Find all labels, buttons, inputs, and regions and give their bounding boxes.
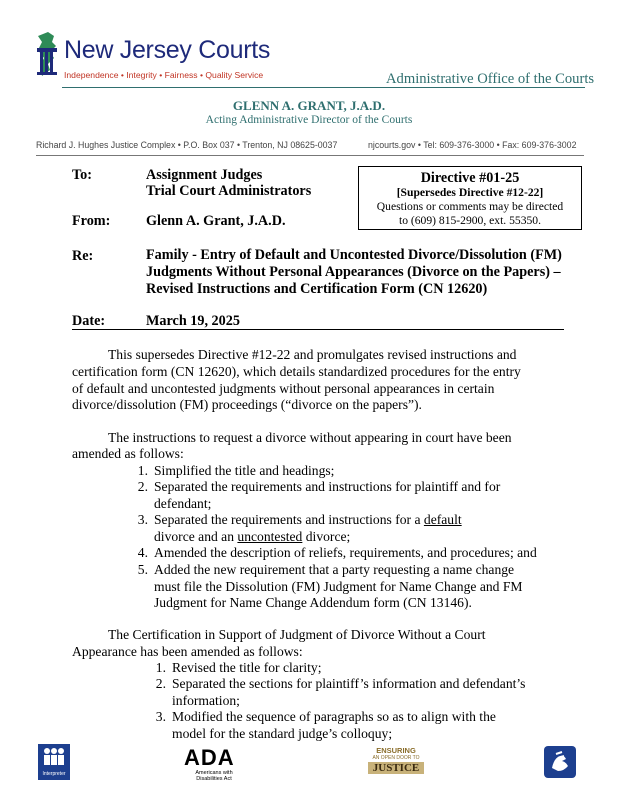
instruction-2-line-2: defendant; [154, 495, 212, 511]
re-label: Re: [72, 248, 94, 264]
list-number: 1. [155, 660, 166, 675]
list-item [150, 660, 560, 677]
ada-caption: Americans with Disabilities Act [195, 770, 233, 782]
instructions-intro-1: The instructions to request a divorce without appearing in court have been [108, 430, 512, 445]
re-line-2: Judgments Without Personal Appearances (Divorce on the Papers) – [146, 264, 561, 280]
cert-item-1: Revised the title for clarity; [172, 660, 322, 675]
list-item [132, 463, 552, 480]
list-item [150, 676, 560, 710]
address: Richard J. Hughes Justice Complex • P.O. Box 037 • Trenton, NJ 08625-0037 [36, 140, 338, 150]
sign-language-icon [544, 746, 576, 778]
instruction-2-line-1: Separated the requirements and instructions for plaintiff and for [154, 479, 501, 494]
cert-item-2-line-1: Separated the sections for plaintiff’s information and defendant’s [172, 676, 526, 691]
cert-item-3-line-1: Modified the sequence of paragraphs so as to align with the [172, 709, 496, 724]
instruction-5-line-1: Added the new requirement that a party requesting a name change [154, 562, 515, 577]
list-item [150, 709, 560, 743]
list-number: 2. [137, 479, 148, 494]
directive-box [358, 166, 582, 230]
re-line-1: Family - Entry of Default and Uncontested Divorce/Dissolution (FM) [146, 247, 562, 263]
list-number: 3. [155, 709, 166, 724]
interpreter-icon [38, 744, 70, 780]
instruction-1: Simplified the title and headings; [154, 463, 335, 478]
instruction-3-line-2: divorce and an uncontested divorce; [154, 528, 351, 544]
to-recipient-1: Assignment Judges [146, 167, 263, 183]
from-label: From: [72, 213, 111, 229]
list-item [132, 562, 552, 613]
list-number: 5. [137, 562, 148, 577]
contact-info: njcourts.gov • Tel: 609-376-3000 • Fax: 609-376-3002 [368, 140, 577, 150]
intro-line-4: divorce/dissolution (FM) proceedings (“divorce on the papers”). [72, 397, 422, 412]
list-number: 4. [137, 545, 148, 560]
list-number: 3. [137, 512, 148, 527]
date-rule [72, 329, 564, 330]
date-value: March 19, 2025 [146, 313, 240, 329]
header-rule [62, 87, 585, 88]
people-icon [38, 744, 70, 770]
uncontested-term: uncontested [237, 528, 303, 544]
list-number: 2. [155, 676, 166, 691]
from-value: Glenn A. Grant, J.A.D. [146, 213, 286, 229]
list-item [132, 545, 572, 562]
directive-comments-2: to (609) 815-2900, ext. 55350. [398, 214, 541, 227]
ada-logo: ADA [184, 745, 235, 770]
date-label: Date: [72, 313, 106, 329]
cert-intro-1: The Certification in Support of Judgment of Divorce Without a Court [108, 627, 486, 642]
office-name: Administrative Office of the Courts [386, 71, 595, 87]
to-recipient-2: Trial Court Administrators [146, 183, 312, 199]
directive-number: Directive #01-25 [420, 170, 520, 186]
cert-item-3-line-2: model for the standard judge’s colloquy; [172, 725, 393, 741]
org-tagline: Independence • Integrity • Fairness • Quality Service [64, 70, 264, 80]
intro-line-3: of default and uncontested judgments without personal appearances in certain [72, 381, 495, 396]
instructions-intro-2: amended as follows: [72, 446, 184, 461]
re-line-3: Revised Instructions and Certification Form (CN 12620) [146, 281, 488, 297]
address-rule [36, 155, 584, 156]
instruction-5-line-2: must file the Dissolution (FM) Judgment for Name Change and FM [154, 578, 523, 594]
open-door-logo: ENSURING AN OPEN DOOR TO JUSTICE [366, 746, 426, 774]
list-item [132, 479, 552, 513]
org-name: New Jersey Courts [64, 36, 271, 64]
to-label: To: [72, 167, 92, 183]
list-item [132, 512, 552, 546]
default-term: default [423, 512, 462, 527]
instruction-4: Amended the description of reliefs, requirements, and procedures; and [154, 545, 537, 560]
instruction-3-line-1: Separated the requirements and instructions for a default [154, 512, 462, 527]
directive-comments-1: Questions or comments may be directed [376, 200, 564, 213]
director-title: Acting Administrative Director of the Courts [205, 114, 413, 126]
cert-intro-2: Appearance has been amended as follows: [72, 644, 303, 659]
intro-line-2: certification form (CN 12620), which details standardized procedures for the entry [72, 364, 521, 379]
directive-supersedes: [Supersedes Directive #12-22] [396, 186, 544, 199]
intro-line-1: This supersedes Directive #12-22 and promulgates revised instructions and [108, 347, 517, 362]
cert-item-2-line-2: information; [172, 692, 240, 708]
interpreter-label: Interpreter [42, 771, 66, 777]
list-number: 1. [137, 463, 148, 478]
director-name: GLENN A. GRANT, J.A.D. [232, 98, 386, 113]
instruction-5-line-3: Judgment for Name Change Addendum form (CN 13146). [154, 595, 472, 611]
